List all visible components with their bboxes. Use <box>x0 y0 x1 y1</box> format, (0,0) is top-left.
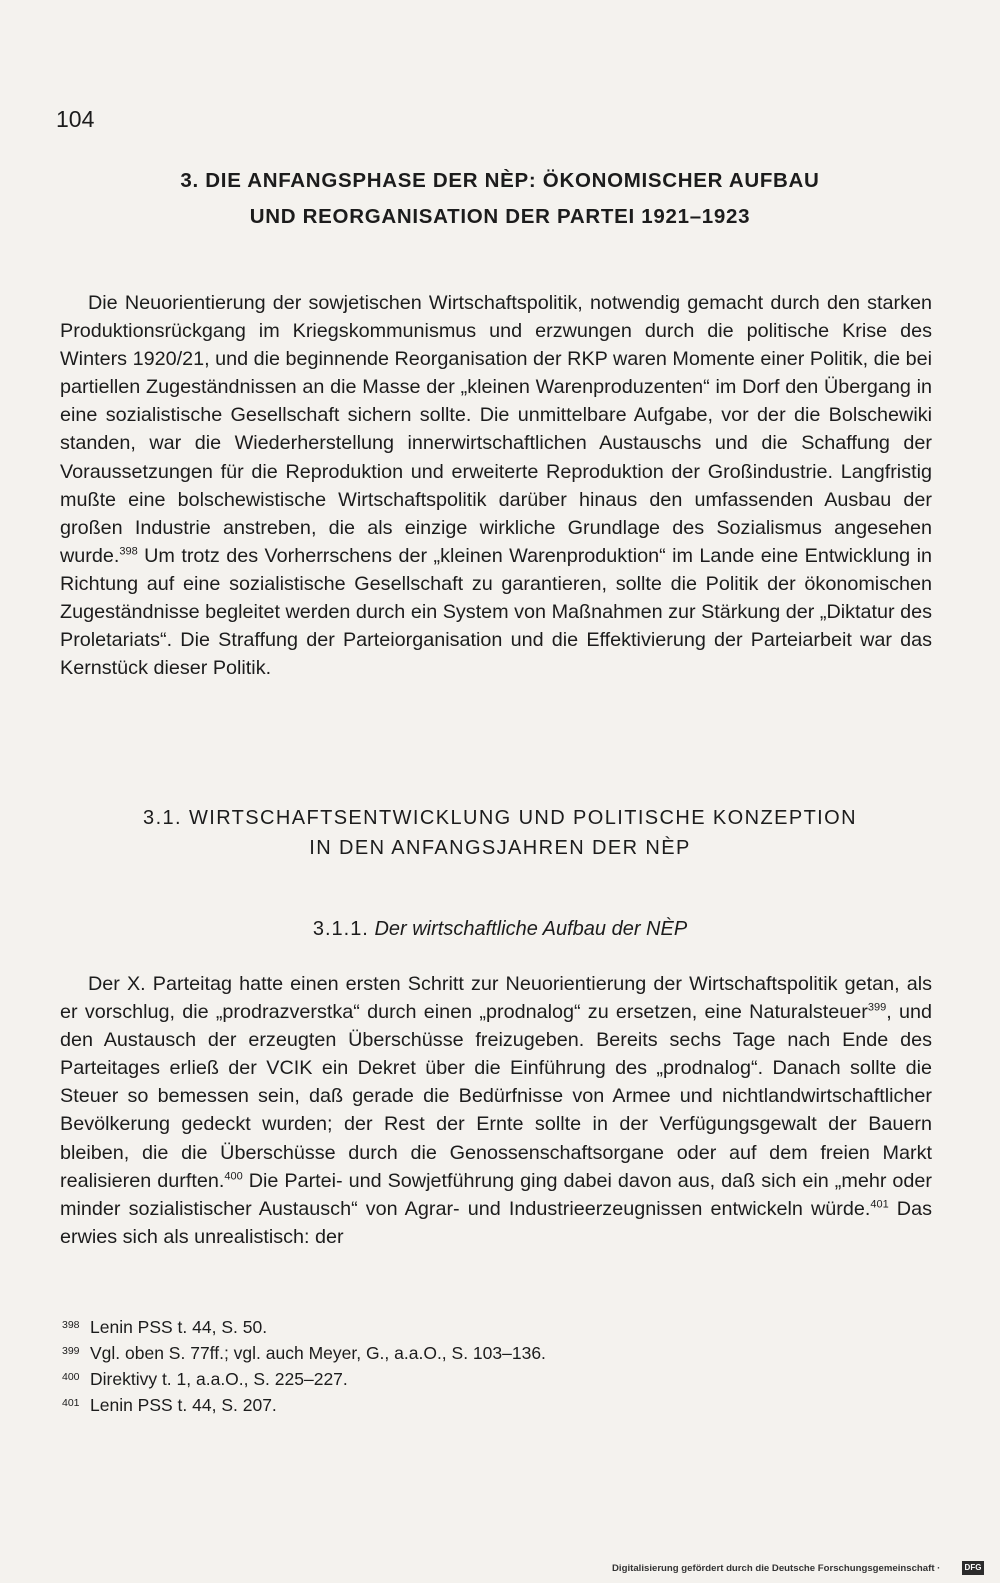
body-paragraph-1 <box>60 289 932 682</box>
paragraph-text: Der X. Parteitag hatte einen ersten Schritt zur Neuorientierung der Wirtschaftspolitik getan, als er vorschlug, die „prodrazverstka“ durch einen „prodnalog“ zu ersetzen, eine Naturalsteuer <box>60 973 932 1024</box>
footnote-text: Lenin PSS t. 44, S. 50. <box>90 1317 268 1337</box>
paragraph-text: Die Neuorientierung der sowjetischen Wirtschaftspolitik, notwendig gemacht durch den starken Produktionsrückgang im Kriegskommunismus und erzwungen durch die politische Krise des Winters 1920/21, und die beginnende Reorganisation der RKP waren Momente einer Politik, die bei partiellen Zugeständnissen an die Masse der „kleinen Warenproduzenten“ im Dorf den Übergang in eine sozialistische Gesellschaft sichern sollte. Die unmittelbare Aufgabe, vor der die Bolschewiki standen, war die Wiederherstellung innerwirtschaftlichen Austauschs und die Schaffung der Voraussetzungen für die Reproduktion und erweiterte Reproduktion der Großindustrie. Langfristig mußte eine bolschewistische Wirtschaftspolitik darüber hinaus den umfassenden Ausbau der großen Industrie anstreben, die als einzige wirkliche Grundlage des Sozialismus angesehen wurde. <box>60 292 932 567</box>
footnote-text: Direktivy t. 1, a.a.O., S. 225–227. <box>90 1369 348 1389</box>
dfg-logo: DFG <box>962 1561 984 1575</box>
digitization-credit: Digitalisierung gefördert durch die Deutsche Forschungsgemeinschaft · <box>612 1563 941 1574</box>
footnote-reference-401[interactable]: 401 <box>870 1198 889 1211</box>
chapter-title <box>60 163 940 235</box>
section-title-line-1: 3.1. WIRTSCHAFTSENTWICKLUNG UND POLITISCHE KONZEPTION <box>143 807 857 829</box>
footnotes <box>62 1313 942 1417</box>
subsection-title <box>60 918 940 941</box>
paragraph-text: Die Partei- und Sowjetführung ging dabei davon aus, daß sich ein „mehr oder minder sozialistischer Austausch“ von Agrar- und Industrieerzeugnissen entwickeln würde. <box>60 1169 932 1220</box>
page-number: 104 <box>56 106 95 132</box>
subsection-heading: Der wirtschaftliche Aufbau der NÈP <box>374 918 688 940</box>
section-title-line-2: IN DEN ANFANGSJAHREN DER NÈP <box>309 837 691 859</box>
body-paragraph-2 <box>60 970 932 1251</box>
footnote-398 <box>62 1313 942 1339</box>
footnote-400 <box>62 1365 942 1391</box>
footnote-reference-399[interactable]: 399 <box>867 1001 887 1014</box>
subsection-number: 3.1.1. <box>312 918 369 940</box>
chapter-title-line-2: UND REORGANISATION DER PARTEI 1921–1923 <box>249 205 751 228</box>
footnote-399 <box>62 1339 942 1365</box>
footnote-reference-400[interactable]: 400 <box>224 1170 243 1183</box>
chapter-title-line-1: 3. DIE ANFANGSPHASE DER NÈP: ÖKONOMISCHER AUFBAU <box>180 169 820 192</box>
footnote-401 <box>62 1391 942 1417</box>
paragraph-text: Das erwies sich als unrealistisch: der <box>60 1197 932 1248</box>
footnote-mark: 398 <box>62 1319 80 1331</box>
paragraph-text: Um trotz des Vorherrschens der „kleinen Warenproduktion“ im Lande eine Entwicklung in Richtung auf eine sozialistische Gesellschaft zu garantieren, sollte die Politik der ökonomischen Zugeständnisse begleitet werden durch ein System von Maßnahmen zur Stärkung der „Diktatur des Proletariats“. Die Straffung der Parteiorganisation und die Effektivierung der Parteiarbeit war das Kernstück dieser Politik. <box>60 544 932 680</box>
paragraph-text: , und den Austausch der erzeugten Überschüsse freizugeben. Bereits sechs Tage nach Ende des Parteitages erließ der VCIK ein Dekret über die Einführung des „prodnalog“. Danach sollte die Steuer so bemessen sein, daß gerade die Bedürfnisse von Armee und nichtlandwirtschaftlicher Bevölkerung gedeckt wurden; der Rest der Ernte sollte in der Verfügungsgewalt der Bauern bleiben, die die Überschüsse durch die Genossenschaftsorgane oder auf dem freien Markt realisieren durften. <box>60 1001 932 1192</box>
footnote-text: Vgl. oben S. 77ff.; vgl. auch Meyer, G., a.a.O., S. 103–136. <box>90 1343 546 1363</box>
footnote-mark: 401 <box>62 1397 80 1409</box>
footnote-mark: 400 <box>62 1371 80 1383</box>
footnote-mark: 399 <box>62 1345 80 1357</box>
footnote-text: Lenin PSS t. 44, S. 207. <box>90 1395 277 1415</box>
section-title <box>60 803 940 863</box>
footnote-reference-398[interactable]: 398 <box>119 545 138 558</box>
